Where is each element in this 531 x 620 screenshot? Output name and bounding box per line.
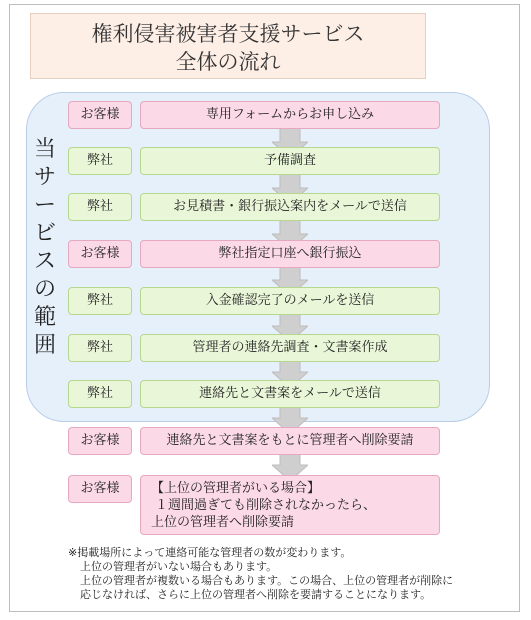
actor-customer: お客様 (68, 240, 132, 268)
title-line-2: 全体の流れ (175, 50, 281, 74)
step-line: 上位の管理者へ削除要請 (151, 515, 295, 530)
step-send-draft: 連絡先と文書案をメールで送信 (140, 380, 440, 408)
flow-step-5 (0, 287, 531, 317)
actor-company: 弊社 (68, 287, 132, 315)
footnote-line: 上位の管理者がいない場合もあります。 (80, 560, 278, 573)
flow-step-2 (0, 147, 531, 177)
step-send-estimate: お見積書・銀行振込案内をメールで送信 (140, 193, 440, 221)
flow-step-7 (0, 380, 531, 410)
step-bank-transfer: 弊社指定口座へ銀行振込 (140, 240, 440, 268)
actor-customer: お客様 (68, 427, 132, 455)
title-box (30, 13, 426, 79)
actor-customer: お客様 (68, 475, 132, 503)
footnote-line: 上位の管理者が複数いる場合もあります。この場合、上位の管理者が削除に (80, 574, 454, 587)
scope-char: の (33, 277, 56, 302)
step-line: １週間過ぎても削除されなかったら、 (155, 498, 377, 513)
step-line: 【上位の管理者がいる場合】 (151, 481, 321, 496)
title-line-1: 権利侵害被害者支援サービス (91, 22, 365, 46)
step-payment-confirmed: 入金確認完了のメールを送信 (140, 287, 440, 315)
scope-char: ー (33, 193, 56, 218)
scope-char: ス (33, 249, 56, 274)
scope-char: 囲 (33, 333, 56, 358)
scope-char: 当 (33, 137, 56, 162)
step-contact-research: 管理者の連絡先調査・文書案作成 (140, 334, 440, 362)
scope-char: 範 (33, 305, 56, 330)
flow-step-3 (0, 193, 531, 223)
footnote (68, 546, 508, 602)
flow-step-8 (0, 427, 531, 457)
footnote-line: 応じなければ、さらに上位の管理者へ削除を要請することになります。 (80, 588, 432, 601)
footnote-line: ※掲載場所によって連絡可能な管理者の数が変わります。 (68, 546, 352, 559)
flow-step-9 (0, 475, 531, 537)
actor-company: 弊社 (68, 380, 132, 408)
flow-step-6 (0, 334, 531, 364)
actor-customer: お客様 (68, 101, 132, 129)
scope-char: ビ (33, 221, 56, 246)
step-preliminary-survey: 予備調査 (140, 147, 440, 175)
flow-step-1 (0, 101, 531, 131)
actor-company: 弊社 (68, 334, 132, 362)
flow-step-4 (0, 240, 531, 270)
actor-company: 弊社 (68, 193, 132, 221)
actor-company: 弊社 (68, 147, 132, 175)
scope-char: サ (33, 165, 56, 190)
step-apply-form: 専用フォームからお申し込み (140, 101, 440, 129)
step-request-deletion: 連絡先と文書案をもとに管理者へ削除要請 (140, 427, 440, 455)
step-escalate-deletion (140, 475, 440, 535)
